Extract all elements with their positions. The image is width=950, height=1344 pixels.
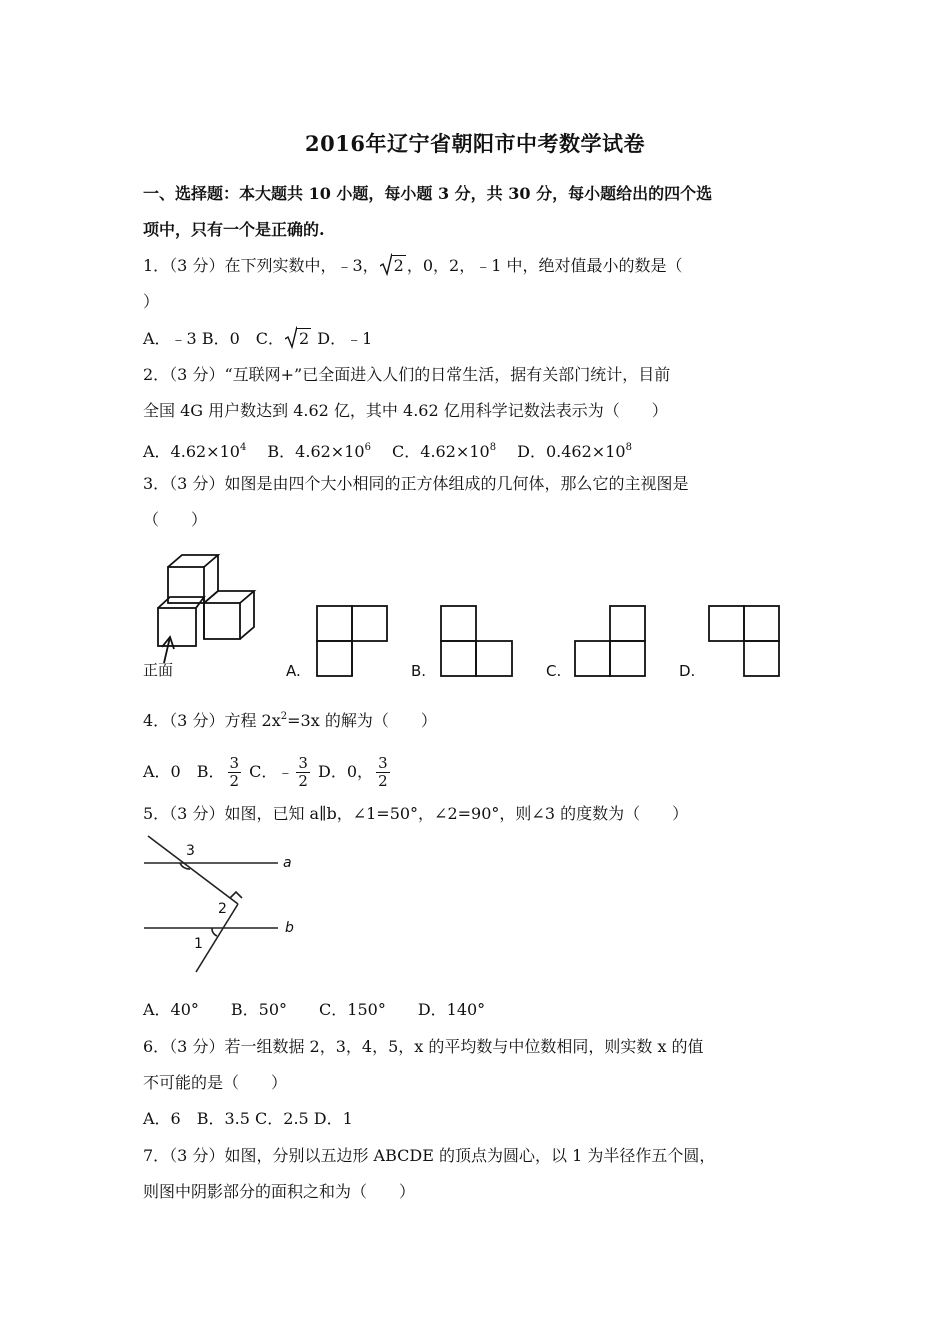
q3-figures <box>140 545 820 685</box>
q2-opt-d-exp: 8 <box>625 442 632 453</box>
q4-frac-d <box>376 755 390 790</box>
angle1-arc <box>212 928 217 936</box>
q4-frac-c-num: 3 <box>298 754 308 772</box>
option-a-label: A. <box>286 662 301 680</box>
q4-stem-exp: 2 <box>280 711 288 722</box>
q4-opt-c: C． <box>249 762 278 781</box>
angle1-label: 1 <box>194 936 203 952</box>
q2-opt-a-base: A．4.62×10 <box>143 442 240 461</box>
q2-stem-line1: 2．（3 分）“互联网+”已全面进入人们的日常生活，据有关部门统计，目前 <box>143 365 671 384</box>
q1-opt-sqrt-value: 2 <box>299 329 310 348</box>
cube-solid-figure <box>158 555 254 663</box>
q1-stem-b: ，0，2，﹣1 中，绝对值最小的数是（ <box>406 256 683 275</box>
section-heading-line2: 项中，只有一个是正确的. <box>143 220 325 239</box>
q4-frac-d-num: 3 <box>378 754 388 772</box>
q1-stem-cont: ） <box>143 292 160 311</box>
q2-stem-line2: 全国 4G 用户数达到 4.62 亿，其中 4.62 亿用科学记数法表示为（ ） <box>143 401 668 420</box>
q4-stem-a: 4．（3 分）方程 2x <box>143 711 281 730</box>
q4-frac-d-den: 2 <box>378 772 388 790</box>
q7-stem-line2: 则图中阴影部分的面积之和为（ ） <box>143 1182 416 1201</box>
q2-opt-c-exp: 8 <box>489 442 497 453</box>
q4-opt-d: D．0， <box>318 762 374 781</box>
option-c-label: C. <box>546 662 562 680</box>
q2-opt-c-base: C．4.62×10 <box>392 442 490 461</box>
q5-parallel-lines-figure <box>140 830 310 975</box>
q4-frac-c-den: 2 <box>298 772 308 790</box>
q6-stem-line1: 6．（3 分）若一组数据 2，3，4，5，x 的平均数与中位数相同，则实数 x 的值 <box>143 1037 704 1056</box>
q4-frac-b <box>228 755 242 790</box>
q7-stem-line1: 7．（3 分）如图，分别以五边形 ABCDE 的顶点为圆心，以 1 为半径作五个圆， <box>143 1146 716 1165</box>
option-b-label: B. <box>411 662 427 680</box>
q6-stem-line2: 不可能的是（ ） <box>143 1073 288 1092</box>
q2-opt-c <box>392 442 496 461</box>
q1-opt-sqrt <box>285 328 311 350</box>
q1-opt-a: A．﹣3 B．0 C． <box>143 329 285 348</box>
q1-opt-d: D．﹣1 <box>312 329 373 348</box>
q4-frac-c <box>296 755 310 790</box>
q2-opt-d <box>517 442 632 461</box>
option-d-figure <box>709 606 779 676</box>
option-b-figure <box>441 606 512 676</box>
q1-sqrt <box>380 255 406 277</box>
q4-frac-b-num: 3 <box>229 754 240 772</box>
q2-options <box>143 437 813 463</box>
q1-stem-a: 1．（3 分）在下列实数中，﹣3， <box>143 256 379 275</box>
page-title: 2016年辽宁省朝阳市中考数学试卷 <box>305 131 645 156</box>
q4-opt-a: A．0 B． <box>143 762 225 781</box>
q2-opt-b-base: B．4.62×10 <box>267 442 365 461</box>
angle2-label: 2 <box>218 901 227 917</box>
section-heading-line1: 一、选择题：本大题共 10 小题，每小题 3 分，共 30 分，每小题给出的四个选 <box>143 184 713 203</box>
angle3-label: 3 <box>186 843 195 859</box>
q4-stem-b: =3x 的解为（ ） <box>287 711 437 730</box>
q3-stem-line2: （ ） <box>143 510 208 529</box>
q1-options <box>143 328 813 350</box>
q5-stem: 5．（3 分）如图，已知 a∥b，∠1=50°，∠2=90°，则∠3 的度数为（ ） <box>143 804 689 823</box>
radical-icon <box>380 252 392 276</box>
line-a-label: a <box>283 855 292 871</box>
option-a-figure <box>317 606 387 676</box>
line-b-label: b <box>285 920 294 936</box>
q2-opt-a-exp: 4 <box>239 442 247 453</box>
option-c-figure <box>575 606 645 676</box>
q2-opt-b-exp: 6 <box>364 442 371 453</box>
radical-icon <box>285 325 297 349</box>
front-label: 正面 <box>143 661 174 679</box>
q4-frac-b-den: 2 <box>229 772 240 790</box>
q5-options: A．40° B．50° C．150° D．140° <box>143 1000 486 1019</box>
q2-opt-d-base: D．0.462×10 <box>517 442 626 461</box>
q1-stem <box>143 255 813 277</box>
right-angle-mark <box>230 892 242 898</box>
q4-stem <box>143 706 813 732</box>
q4-opt-c-sign: ﹣ <box>277 762 294 781</box>
q3-stem-line1: 3．（3 分）如图是由四个大小相同的正方体组成的几何体，那么它的主视图是 <box>143 474 689 493</box>
q6-options: A．6 B．3.5 C．2.5 D．1 <box>143 1109 353 1128</box>
q2-opt-a <box>143 442 246 461</box>
q4-options <box>143 752 813 792</box>
option-d-label: D. <box>679 662 696 680</box>
q2-opt-b <box>267 442 371 461</box>
q1-sqrt-value: 2 <box>393 256 404 275</box>
